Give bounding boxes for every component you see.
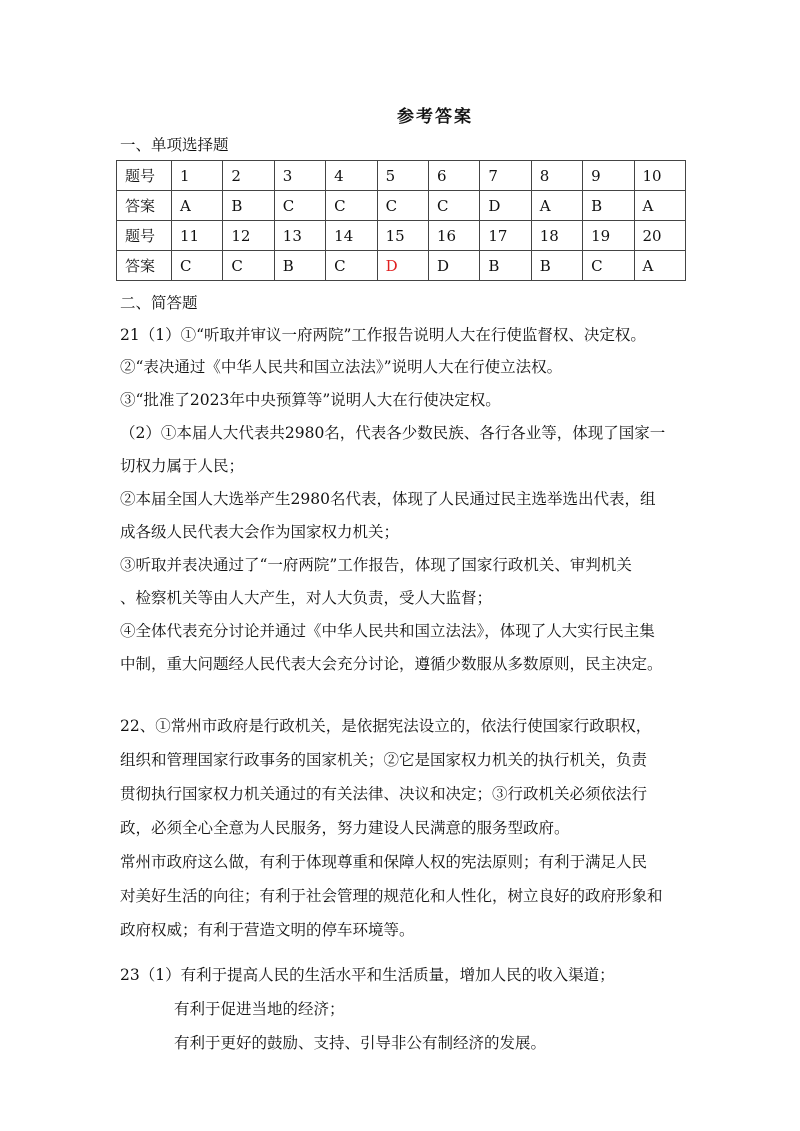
table-row — [117, 191, 686, 221]
table-cell: B — [480, 251, 531, 281]
answer-line: ③“批准了2023年中央预算等”说明人大在行使决定权。 — [120, 391, 501, 409]
answer-line: 中制，重大问题经人民代表大会充分讨论，遵循少数服从多数原则，民主决定。 — [120, 655, 663, 673]
table-cell: C — [583, 251, 634, 281]
answer-line: 21（1）①“听取并审议一府两院”工作报告说明人大在行使监督权、决定权。 — [120, 326, 646, 344]
answer-table — [116, 160, 686, 281]
answer-line: ③听取并表决通过了“一府两院”工作报告，体现了国家行政机关、审判机关 — [120, 556, 632, 574]
table-cell: 题号 — [117, 221, 172, 251]
table-row — [117, 251, 686, 281]
answer-line: 政，必须全心全意为人民服务，努力建设人民满意的服务型政府。 — [120, 819, 570, 837]
table-cell-highlighted: D — [377, 251, 428, 281]
table-cell: 3 — [274, 161, 325, 191]
answer-line: 贯彻执行国家权力机关通过的有关法律、决议和决定；③行政机关必须依法行 — [120, 785, 648, 803]
table-cell: 14 — [326, 221, 377, 251]
table-cell: A — [531, 191, 582, 221]
answer-line: 常州市政府这么做，有利于体现尊重和保障人权的宪法原则；有利于满足人民 — [120, 853, 648, 871]
table-cell: C — [377, 191, 428, 221]
table-cell: 7 — [480, 161, 531, 191]
answer-line: 23（1）有利于提高人民的生活水平和生活质量，增加人民的收入渠道； — [120, 966, 615, 984]
table-cell: 15 — [377, 221, 428, 251]
answer-line: 政府权威；有利于营造文明的停车环境等。 — [120, 921, 415, 939]
answer-line: ②“表决通过《中华人民共和国立法法》”说明人大在行使立法权。 — [120, 358, 563, 376]
table-cell: C — [428, 191, 479, 221]
table-cell: 6 — [428, 161, 479, 191]
table-cell: 1 — [172, 161, 223, 191]
table-cell: C — [172, 251, 223, 281]
table-cell: A — [634, 251, 685, 281]
answer-line: 22、①常州市政府是行政机关，是依据宪法设立的，依法行使国家行政职权， — [120, 717, 652, 735]
table-cell: 8 — [531, 161, 582, 191]
table-row — [117, 221, 686, 251]
table-cell: 16 — [428, 221, 479, 251]
table-cell: C — [274, 191, 325, 221]
table-cell: 13 — [274, 221, 325, 251]
table-cell: 答案 — [117, 251, 172, 281]
table-cell: 2 — [223, 161, 274, 191]
table-cell: B — [274, 251, 325, 281]
answer-line: 、检察机关等由人大产生，对人大负责，受人大监督； — [120, 589, 493, 607]
answer-line: 组织和管理国家行政事务的国家机关；②它是国家权力机关的执行机关，负责 — [120, 751, 648, 769]
table-cell: 答案 — [117, 191, 172, 221]
table-cell: B — [531, 251, 582, 281]
section-heading-choice: 一、单项选择题 — [120, 136, 229, 154]
table-cell: 17 — [480, 221, 531, 251]
table-cell: 9 — [583, 161, 634, 191]
table-cell: 18 — [531, 221, 582, 251]
table-cell: A — [634, 191, 685, 221]
answer-line: ②本届全国人大选举产生2980名代表，体现了人民通过民主选举选出代表，组 — [120, 490, 656, 508]
table-cell: 12 — [223, 221, 274, 251]
table-cell: C — [326, 251, 377, 281]
table-cell: D — [480, 191, 531, 221]
table-cell: 题号 — [117, 161, 172, 191]
table-cell: 5 — [377, 161, 428, 191]
table-cell: 11 — [172, 221, 223, 251]
answer-line: 有利于更好的鼓励、支持、引导非公有制经济的发展。 — [174, 1034, 547, 1052]
page-title: 参考答案 — [397, 107, 473, 127]
table-cell: B — [583, 191, 634, 221]
answer-line: 对美好生活的向往；有利于社会管理的规范化和人性化，树立良好的政府形象和 — [120, 887, 663, 905]
table-cell: C — [326, 191, 377, 221]
answer-line: ④全体代表充分讨论并通过《中华人民共和国立法法》，体现了人大实行民主集 — [120, 622, 655, 640]
table-cell: A — [172, 191, 223, 221]
section-heading-short-answer: 二、简答题 — [120, 294, 198, 312]
table-cell: 10 — [634, 161, 685, 191]
table-cell: C — [223, 251, 274, 281]
answer-line: 成各级人民代表大会作为国家权力机关； — [120, 523, 400, 541]
table-cell: D — [428, 251, 479, 281]
table-cell: 4 — [326, 161, 377, 191]
table-cell: B — [223, 191, 274, 221]
table-cell: 19 — [583, 221, 634, 251]
answer-line: 有利于促进当地的经济； — [174, 1000, 345, 1018]
answer-line: （2）①本届人大代表共2980名，代表各少数民族、各行各业等，体现了国家一 — [120, 424, 666, 442]
table-row — [117, 161, 686, 191]
table-cell: 20 — [634, 221, 685, 251]
answer-line: 切权力属于人民； — [120, 457, 245, 475]
